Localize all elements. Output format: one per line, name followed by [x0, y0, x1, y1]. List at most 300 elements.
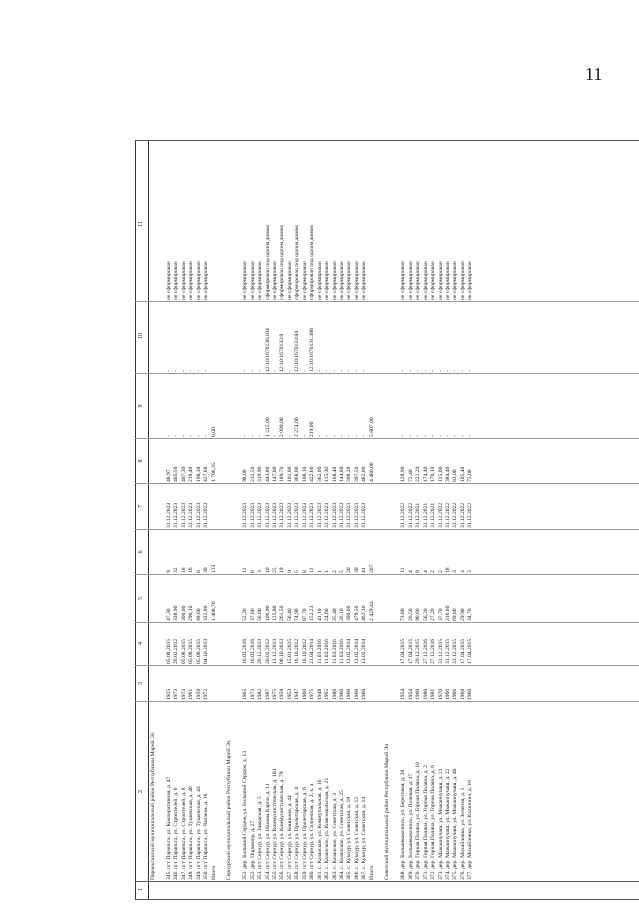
cell-col-11: не сформирован — [459, 261, 466, 300]
cell-col-9: - — [257, 435, 264, 437]
table-row — [361, 140, 369, 900]
cell-col-10: 12:10:1670131:388 — [309, 328, 316, 372]
cell-col-4: 21.04.2014 — [309, 638, 316, 664]
cell-col-8: 222,20 — [415, 466, 422, 482]
cell-col-4: 16.10.2012 — [294, 638, 301, 664]
cell-col-4: 20.02.2012 — [264, 638, 271, 664]
cell-col-4: 29.12.2015 — [415, 638, 422, 664]
table-row — [250, 140, 258, 900]
cell-col-6: 5 — [339, 570, 345, 573]
cell-col-3: 1965 — [324, 688, 331, 700]
cell-col-11: не сформирован — [324, 261, 331, 300]
cell-col-3: 1965 — [242, 688, 249, 700]
cell-col-3: 1959 — [195, 688, 202, 700]
region-heading — [150, 140, 165, 900]
cell-col-11: не сформирован — [301, 261, 308, 300]
cell-col-11: не сформирован — [286, 261, 293, 300]
table-row — [400, 140, 408, 900]
cell-col-5: 34,70 — [467, 608, 474, 621]
header-col-11: 11 — [138, 221, 144, 227]
cell-col-8: 319,90 — [257, 466, 264, 482]
cell-col-11: сформирован под одним домом — [264, 225, 271, 300]
cell-col-11: не сформирован — [346, 261, 353, 300]
cell-col-4: 31.12.2015 — [452, 638, 459, 664]
cell-col-8: 189,70 — [279, 466, 286, 482]
cell-col-2: 350. пгт Параньга, ул. Чапаева, д. 16 — [203, 793, 210, 880]
cell-col-6: 30 — [353, 567, 360, 573]
cell-col-6: 3 — [257, 570, 264, 573]
cell-col-4: 13.02.2014 — [346, 638, 353, 664]
cell-col-4: 20.02.2012 — [173, 638, 180, 664]
cell-col-7: 31.12.2022 — [444, 502, 451, 528]
cell-col-6: 41 — [361, 567, 368, 573]
cell-col-3: 1960 — [301, 688, 308, 700]
table-row — [265, 140, 273, 900]
cell-col-7: 31.12.2023 — [195, 502, 202, 528]
table-row — [423, 140, 431, 900]
cell-col-7: 31.12.2023 — [353, 502, 360, 528]
cell-col-10: - — [346, 370, 353, 372]
cell-col-4: 17.04.2015 — [407, 638, 414, 664]
cell-col-10: - — [324, 370, 331, 372]
cell-col-9: - — [407, 435, 414, 437]
cell-col-4: 16.03.2016 — [242, 638, 249, 664]
cell-col-5: 35,40 — [331, 608, 338, 621]
cell-col-6: 3 — [467, 570, 474, 573]
cell-col-7: 31.12.2021 — [415, 502, 422, 528]
table-row — [294, 140, 302, 900]
cell-col-4: 17.04.2015 — [459, 638, 466, 664]
cell-col-8: 427,88 — [203, 466, 210, 482]
cell-col-2: 354. пгт Сернур, ул. Ивнова Карпи, д. 11 — [264, 783, 271, 880]
cell-col-5: 1 408,70 — [210, 601, 217, 621]
cell-col-9: - — [444, 435, 451, 437]
cell-col-9: - — [301, 435, 308, 437]
cell-col-2: 361. с. Казанское, ул. Коммунальная, д. 16 — [316, 779, 323, 880]
table-row — [196, 140, 204, 900]
cell-col-2: 349. пгт Параньга, ул. Тукаевская, д. 43 — [195, 786, 202, 880]
cell-col-3: 1954 — [400, 688, 407, 700]
cell-col-11: не сформирован — [430, 261, 437, 300]
cell-col-2: 355. пгт Сернур, ул. Коммунистическая, д. 103 — [271, 768, 278, 880]
cell-col-11: сформирован под одним домом — [294, 225, 301, 300]
cell-col-9: - — [400, 435, 407, 437]
cell-col-4: 11.03.2016 — [316, 639, 323, 664]
cell-col-9: - — [249, 435, 256, 437]
cell-col-11: не сформирован — [361, 261, 368, 300]
cell-col-11: не сформирован — [180, 261, 187, 300]
column-divider — [135, 881, 639, 882]
cell-col-6: 18 — [180, 567, 187, 573]
table-row — [354, 140, 362, 900]
table-row — [173, 140, 181, 900]
total-row — [369, 140, 377, 900]
cell-col-2: 374. дер. Мажаинучаш, ул. Мажаинучаш, д. 22 — [444, 768, 451, 880]
cell-col-11: не сформирован — [444, 261, 451, 300]
cell-col-5: 56,40 — [286, 608, 293, 621]
cell-col-5: 37,80 — [249, 608, 256, 621]
column-divider — [135, 574, 639, 575]
cell-col-11: не сформирован — [407, 261, 414, 300]
cell-col-5: 99,60 — [195, 608, 202, 621]
cell-col-8: 98,00 — [242, 469, 249, 482]
cell-col-2: 366. с. Кукнур, ул. Советская, д. 12 — [353, 796, 360, 880]
cell-col-3: 1973 — [173, 688, 180, 700]
cell-col-2: 364. с. Казанское, ул. Советская, д. 25 — [339, 790, 345, 880]
cell-col-9: - — [459, 435, 466, 437]
cell-col-4: 16.03.2016 — [249, 638, 256, 664]
cell-col-11: не сформирован — [188, 261, 195, 300]
cell-col-11: не сформирован — [422, 261, 429, 300]
cell-col-8: 422,60 — [309, 466, 316, 482]
header-col-10: 10 — [138, 333, 144, 339]
cell-col-3: 1947 — [294, 688, 301, 700]
cell-col-7: 31.12.2023 — [242, 502, 249, 528]
cell-col-6: 11 — [400, 567, 407, 573]
cell-col-8: 125,00 — [437, 466, 444, 482]
table-row — [408, 140, 416, 900]
cell-col-9: 1 215,00 — [264, 417, 271, 437]
cell-col-6: 11 — [309, 567, 316, 573]
cell-col-3: 1960 — [353, 688, 360, 700]
cell-col-9: - — [173, 435, 180, 437]
cell-col-5: 56,20 — [422, 608, 429, 621]
cell-col-8: 147,00 — [271, 466, 278, 482]
cell-col-4: 04.10.2013 — [203, 638, 210, 664]
table-row — [430, 140, 438, 900]
cell-col-8: 105,40 — [459, 466, 466, 482]
cell-col-8: 218,40 — [188, 466, 195, 482]
cell-col-3: 1966 — [452, 688, 459, 700]
cell-col-6: 11 — [242, 567, 249, 573]
cell-col-6: 4 — [407, 570, 414, 573]
cell-col-5: 290,10 — [188, 605, 195, 621]
cell-col-7: 31.12.2023 — [249, 502, 256, 528]
cell-col-7: 31.12.2023 — [286, 502, 293, 528]
cell-col-11: не сформирован — [339, 261, 345, 300]
cell-col-8: 144,80 — [339, 466, 345, 482]
cell-col-7: 31.12.2022 — [459, 502, 466, 528]
column-divider — [135, 373, 639, 374]
cell-col-2: 352. дер. Пиркенер, д. 27 — [249, 820, 256, 880]
cell-col-9: - — [286, 435, 293, 437]
cell-col-4: 11.03.2016 — [324, 639, 331, 664]
cell-col-7: 31.12.2022 — [407, 502, 414, 528]
cell-col-3: 1980 — [422, 688, 429, 700]
cell-col-8: 168,40 — [331, 466, 338, 482]
cell-col-10: - — [301, 370, 308, 372]
cell-col-7: 31.12.2023 — [279, 502, 286, 528]
cell-col-4: 13.02.2014 — [353, 638, 360, 664]
cell-col-4: 31.12.2015 — [437, 638, 444, 664]
cell-col-6: 5 — [294, 570, 301, 573]
cell-col-3: 1953 — [286, 688, 293, 700]
cell-col-11: сформирован под одним домом — [309, 225, 316, 300]
cell-col-10: - — [459, 370, 466, 372]
cell-col-6: 4 — [422, 570, 429, 573]
cell-col-10: - — [353, 370, 360, 372]
header-col-3: 3 — [138, 682, 144, 685]
cell-col-2: 347. пгт Параньга, ул. Строителей, д. 8 — [180, 787, 187, 880]
cell-col-9: - — [346, 435, 353, 437]
cell-col-3: 1960 — [346, 688, 353, 700]
region-name: Советский муниципальный район Республики Марий Эл — [384, 743, 391, 880]
table-row — [467, 140, 475, 900]
cell-col-7: 31.12.2022 — [452, 502, 459, 528]
cell-col-8: 128,90 — [400, 466, 407, 482]
table-row — [445, 140, 453, 900]
cell-col-8: 405,50 — [173, 466, 180, 482]
cell-col-6: 9 — [166, 570, 172, 573]
cell-col-10: - — [257, 370, 264, 372]
cell-col-5: 27,20 — [430, 608, 437, 621]
cell-col-5: 56,00 — [257, 608, 264, 621]
cell-col-4: 05.08.2015 — [195, 638, 202, 664]
cell-col-9: - — [271, 435, 278, 437]
cell-col-10: - — [188, 370, 195, 372]
cell-col-6: 207 — [368, 564, 375, 573]
cell-col-8: 174,40 — [422, 466, 429, 482]
cell-col-4: 13.02.2014 — [361, 638, 368, 664]
cell-col-2: 356. пгт Сернур, ул. Коммунистическая, д. 79 — [279, 771, 286, 880]
cell-col-11: сформирован под одним домом — [279, 225, 286, 300]
cell-col-11: не сформирован — [271, 261, 278, 300]
header-col-2: 2 — [138, 790, 144, 793]
cell-col-11: не сформирован — [331, 261, 338, 300]
table-row — [339, 140, 347, 900]
cell-col-4: 13.12.2013 — [271, 638, 278, 664]
cell-col-2: 369. дер. Большекоксинск, ул. Полевая, д. 17 — [407, 773, 414, 880]
cell-col-4: 08.10.2013 — [279, 638, 286, 664]
cell-col-6: 2 — [430, 570, 437, 573]
cell-col-11: не сформирован — [353, 261, 360, 300]
cell-col-7: 31.12.2023 — [294, 502, 301, 528]
table-border — [135, 140, 639, 141]
cell-col-2: 362. с. Казанское, ул. Комсомольская, д. 21 — [324, 777, 331, 880]
cell-col-5: 152,23 — [309, 605, 316, 621]
cell-col-4: 16.10.2012 — [301, 638, 308, 664]
region-heading — [384, 140, 399, 900]
cell-col-10: - — [331, 370, 338, 372]
cell-col-11: не сформирован — [242, 261, 249, 300]
cell-col-11: не сформирован — [249, 261, 256, 300]
cell-col-2: 367. с. Кукнур, ул. Советская, д. 14 — [361, 796, 368, 880]
cell-col-6: 8 — [301, 570, 308, 573]
cell-col-6: 3 — [452, 570, 459, 573]
cell-col-5: 52,20 — [242, 608, 249, 621]
cell-col-4: 05.08.2015 — [188, 638, 195, 664]
cell-col-11: не сформирован — [166, 261, 172, 300]
cell-col-9: - — [188, 435, 195, 437]
cell-col-5: 26,50 — [407, 608, 414, 621]
cell-col-6: 1 — [316, 570, 323, 573]
cell-col-6: 19 — [279, 567, 286, 573]
cell-col-5: 261,50 — [279, 605, 286, 621]
cell-col-9: 219,00 — [309, 421, 316, 437]
cell-col-10: - — [400, 370, 407, 372]
cell-col-9: 5 807,00 — [368, 417, 375, 437]
cell-col-5: 87,70 — [301, 608, 308, 621]
cell-col-3: 1975 — [271, 688, 278, 700]
cell-col-4: 27.12.2016 — [430, 638, 437, 664]
cell-col-8: 83,00 — [452, 469, 459, 482]
table-row — [181, 140, 189, 900]
cell-col-2: 372. дер. Горная Поляна, ул. Горная Поляна, д. 6 — [430, 764, 437, 880]
cell-col-7: 31.12.2023 — [309, 502, 316, 528]
cell-col-9: - — [195, 435, 202, 437]
table-row — [317, 140, 325, 900]
cell-col-8: 48,97 — [166, 469, 172, 482]
cell-col-7: 31.12.2023 — [331, 502, 338, 528]
cell-col-4: 20.12.2013 — [257, 638, 264, 664]
cell-col-8: 108,10 — [301, 466, 308, 482]
cell-col-8: 1 706,35 — [210, 462, 217, 482]
cell-col-4: 27.12.2016 — [422, 638, 429, 664]
cell-col-10: - — [166, 370, 172, 372]
cell-col-10: - — [316, 370, 323, 372]
cell-col-10: - — [361, 370, 368, 372]
cell-col-9: - — [361, 435, 368, 437]
cell-col-7: 31.12.2023 — [361, 502, 368, 528]
column-divider — [135, 301, 639, 302]
cell-col-5: 106,90 — [264, 605, 271, 621]
cell-col-6: 18 — [444, 567, 451, 573]
cell-col-10: - — [203, 370, 210, 372]
cell-col-10: - — [452, 370, 459, 372]
cell-col-2: 348. пгт Параньга, ул. Тукаевская, д. 40 — [188, 786, 195, 880]
table-row — [257, 140, 265, 900]
cell-col-2: 351. дер. Большой Сердеж, ул. Большой Сердеж, д. 13 — [242, 750, 249, 880]
cell-col-5: 74,90 — [294, 608, 301, 621]
cell-col-6: 2 — [331, 570, 338, 573]
cell-col-8: 198,30 — [195, 466, 202, 482]
cell-col-9: - — [467, 435, 474, 437]
cell-col-8: 362,00 — [316, 466, 323, 482]
cell-col-5: 479,50 — [353, 605, 360, 621]
cell-col-4: 17.04.2015 — [467, 638, 474, 664]
cell-col-11: не сформирован — [316, 261, 323, 300]
cell-col-7: 31.12.2023 — [301, 502, 308, 528]
cell-col-4: 11.03.2016 — [331, 639, 338, 664]
cell-col-4: 15.01.2015 — [286, 638, 293, 664]
cell-col-8: 4 480,00 — [368, 462, 375, 482]
cell-col-4: 05.08.2015 — [166, 638, 172, 664]
cell-col-10: - — [437, 370, 444, 372]
cell-col-10: - — [271, 370, 278, 372]
cell-col-10: - — [242, 370, 249, 372]
cell-col-10: - — [339, 370, 345, 372]
cell-col-9: - — [353, 435, 360, 437]
cell-col-11: не сформирован — [400, 261, 407, 300]
cell-col-7: 31.12.2023 — [180, 502, 187, 528]
cell-col-5: 2 429,43 — [368, 601, 375, 621]
cell-col-6: 30 — [203, 567, 210, 573]
header-col-4: 4 — [138, 642, 144, 645]
header-col-8: 8 — [138, 459, 144, 463]
cell-col-5: 24,60 — [324, 608, 331, 621]
cell-col-5: 90,60 — [415, 608, 422, 621]
page-number: 11 — [585, 64, 603, 84]
cell-col-2: 363. с. Казанское, ул. Советская, д. 3 — [331, 792, 338, 880]
cell-col-7: 31.12.2023 — [257, 502, 264, 528]
cell-col-5: 47,30 — [166, 608, 172, 621]
cell-col-2: 360. пгт Сернур, ул. Солнечная, д. 3, к. а — [309, 783, 316, 880]
cell-col-7: 31.12.2023 — [324, 502, 331, 528]
cell-col-5: 26,10 — [339, 608, 345, 621]
cell-col-5: 73,80 — [400, 608, 407, 621]
table-row — [188, 140, 196, 900]
cell-col-7: 31.12.2023 — [166, 502, 172, 528]
cell-col-5: 316,60 — [444, 605, 451, 621]
cell-col-2: 345. пгт Параньга, ул. Кооперативная, д. 47 — [166, 776, 172, 880]
cell-col-9: - — [331, 435, 338, 437]
cell-col-6: 113 — [210, 564, 217, 573]
cell-col-7: 31.12.2022 — [467, 502, 474, 528]
cell-col-5: 390,60 — [346, 605, 353, 621]
cell-col-3: 1948 — [316, 688, 323, 700]
cell-col-4: 11.03.2016 — [339, 639, 345, 664]
table-row — [203, 140, 211, 900]
table-row — [324, 140, 332, 900]
cell-col-10: - — [444, 370, 451, 372]
header-col-5: 5 — [138, 597, 144, 600]
cell-col-4: 31.12.2015 — [444, 638, 451, 664]
cell-col-9: - — [324, 435, 331, 437]
cell-col-8: 398,20 — [346, 466, 353, 482]
cell-col-10: - — [430, 370, 437, 372]
table-row — [332, 140, 340, 900]
cell-col-10: - — [249, 370, 256, 372]
cell-col-8: 72,40 — [407, 469, 414, 482]
region-name: Параньгинский муниципальный район Республики Марий Эл — [150, 732, 156, 880]
cell-col-6: 20 — [346, 567, 353, 573]
cell-col-2: 368. дер. Большекоксинск, ул. Береговая, д. 28 — [400, 769, 407, 880]
cell-col-3: 1960 — [459, 688, 466, 700]
cell-col-11: не сформирован — [257, 261, 264, 300]
cell-col-10: - — [422, 370, 429, 372]
cell-col-3: 1960 — [339, 688, 345, 700]
cell-col-7: 31.12.2023 — [316, 502, 323, 528]
cell-col-9: - — [316, 435, 323, 437]
cell-col-9: - — [437, 435, 444, 437]
column-divider — [135, 483, 639, 484]
column-divider — [135, 438, 639, 439]
cell-col-10: - — [195, 370, 202, 372]
table-border — [135, 899, 639, 900]
cell-col-10: - — [180, 370, 187, 372]
cell-col-8: 397,50 — [353, 466, 360, 482]
cell-col-10: - — [286, 370, 293, 372]
cell-col-8: 384,40 — [444, 466, 451, 482]
column-divider — [135, 665, 639, 666]
region-name: Сернурский муниципальный район Республики Марий Эл — [226, 740, 233, 880]
cell-col-2: 353. пгт Сернур, ул. Заводская, д. 5 — [257, 796, 264, 880]
cell-col-8: 75,00 — [467, 469, 474, 482]
cell-col-3: 1973 — [180, 688, 187, 700]
cell-col-6: 8 — [195, 570, 202, 573]
cell-col-5: 332,80 — [203, 605, 210, 621]
cell-col-9: - — [166, 435, 172, 437]
cell-col-5: 125,80 — [271, 605, 278, 621]
cell-col-2: Итого — [210, 865, 217, 880]
cell-col-3: 1972 — [203, 688, 210, 700]
table-row — [166, 140, 174, 900]
rotated-table — [135, 140, 639, 900]
column-divider — [135, 529, 639, 530]
cell-col-7: 31.12.2023 — [339, 502, 345, 528]
cell-col-6: 10 — [264, 567, 271, 573]
cell-col-2: 358. пгт Сернур, ул. Пролетарская, д. 4 — [294, 787, 301, 880]
